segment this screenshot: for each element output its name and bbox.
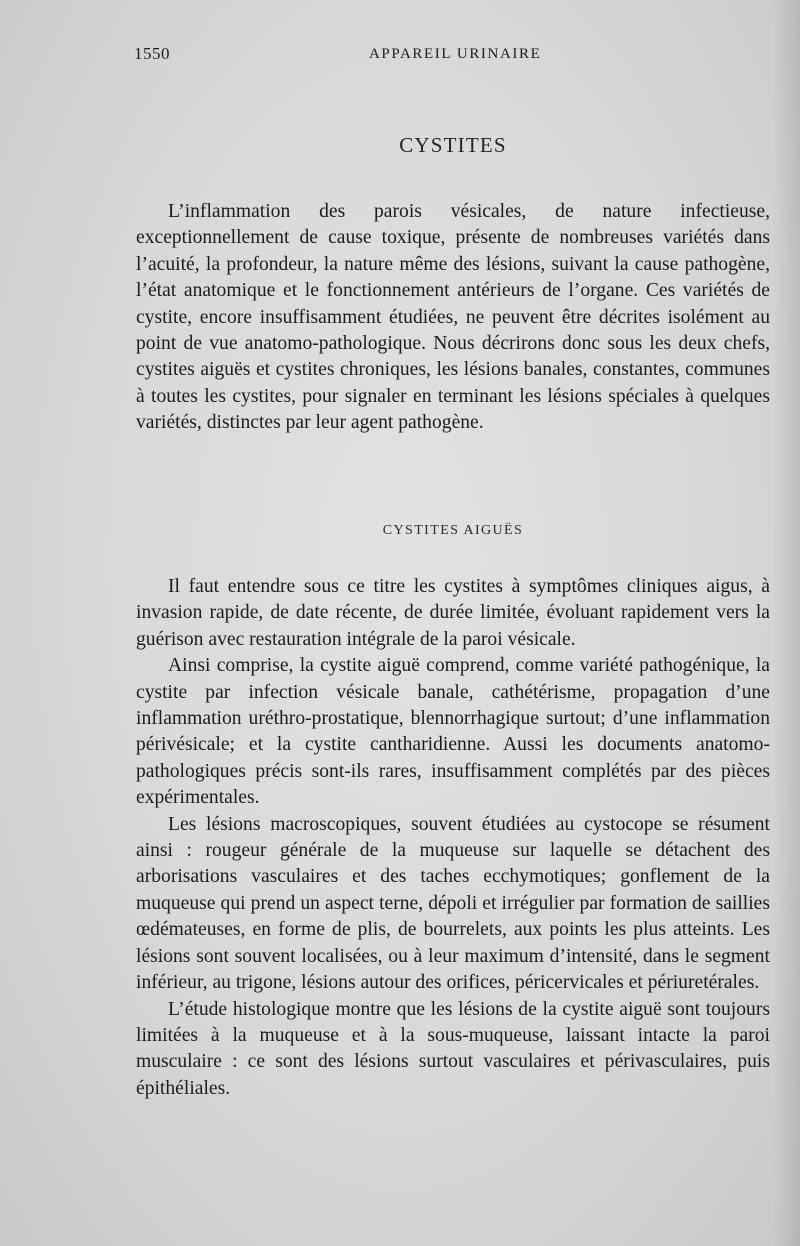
paragraph: L’étude histologique montre que les lésions de la cystite aiguë sont toujours limitées à la muqueuse et à la sous-muqueuse, laissant intacte la paroi musculaire : ce sont des lésions surtout vasculaires et périvasculaires, puis épithéliales. (136, 998, 770, 1099)
paragraph: Les lésions macroscopiques, souvent étudiées au cystocope se résument ainsi : rougeur générale de la muqueuse sur laquelle se détachent des arborisations vasculaires et des taches ecchymotiques; gonflement de la muqueuse qui prend un aspect terne, dépoli et irrégulier par formation de saillies œdémateuses, en forme de plis, de bourrelets, aux points les plus atteints. Les lésions sont souvent localisées, ou à leur maximum d’intensité, dans le segment inférieur, au trigone, lésions autour des orifices, péricervicales et périuretérales. (136, 813, 770, 994)
paragraph: Ainsi comprise, la cystite aiguë comprend, comme variété pathogénique, la cystite par infection vésicale banale, cathétérisme, propagation d’une inflammation uréthro-prostatique, blennorrhagique surtout; d’une inflammation périvésicale; et la cystite cantharidienne. Aussi les documents anatomo-pathologiques précis sont-ils rares, insuffisamment complétés par des pièces expérimentales. (136, 655, 770, 809)
running-title: APPAREIL URINAIRE (369, 46, 542, 62)
page-number: 1550 (134, 44, 170, 63)
subsection-title: CYSTITES AIGUËS (382, 523, 524, 538)
paragraph: Il faut entendre sous ce titre les cystites à symptômes cliniques aigus, à invasion rapide, de date récente, de durée limitée, évoluant rapidement vers la guérison avec restauration intégrale de la paroi vésicale. (136, 576, 770, 650)
paragraph: L’inflammation des parois vésicales, de nature infectieuse, exceptionnellement de cause toxique, présente de nombreuses variétés dans l’acuité, la profondeur, la nature même des lésions, suivant la cause pathogène, l’état anatomique et le fonctionnement antérieurs de l’organe. Ces variétés de cystite, encore insuffisamment étudiées, ne peuvent être décrites isolément au point de vue anatomo-pathologique. Nous décrirons donc sous les deux chefs, cystites aiguës et cystites chroniques, les lésions banales, constantes, communes à toutes les cystites, pour signaler en terminant les lésions spéciales à quelques variétés, distinctes par leur agent pathogène. (136, 201, 770, 434)
section-title: CYSTITES (399, 133, 507, 157)
running-head (134, 44, 774, 68)
page-edge-shadow (772, 0, 800, 1246)
section-body (136, 199, 770, 437)
subsection-body (136, 574, 770, 1102)
